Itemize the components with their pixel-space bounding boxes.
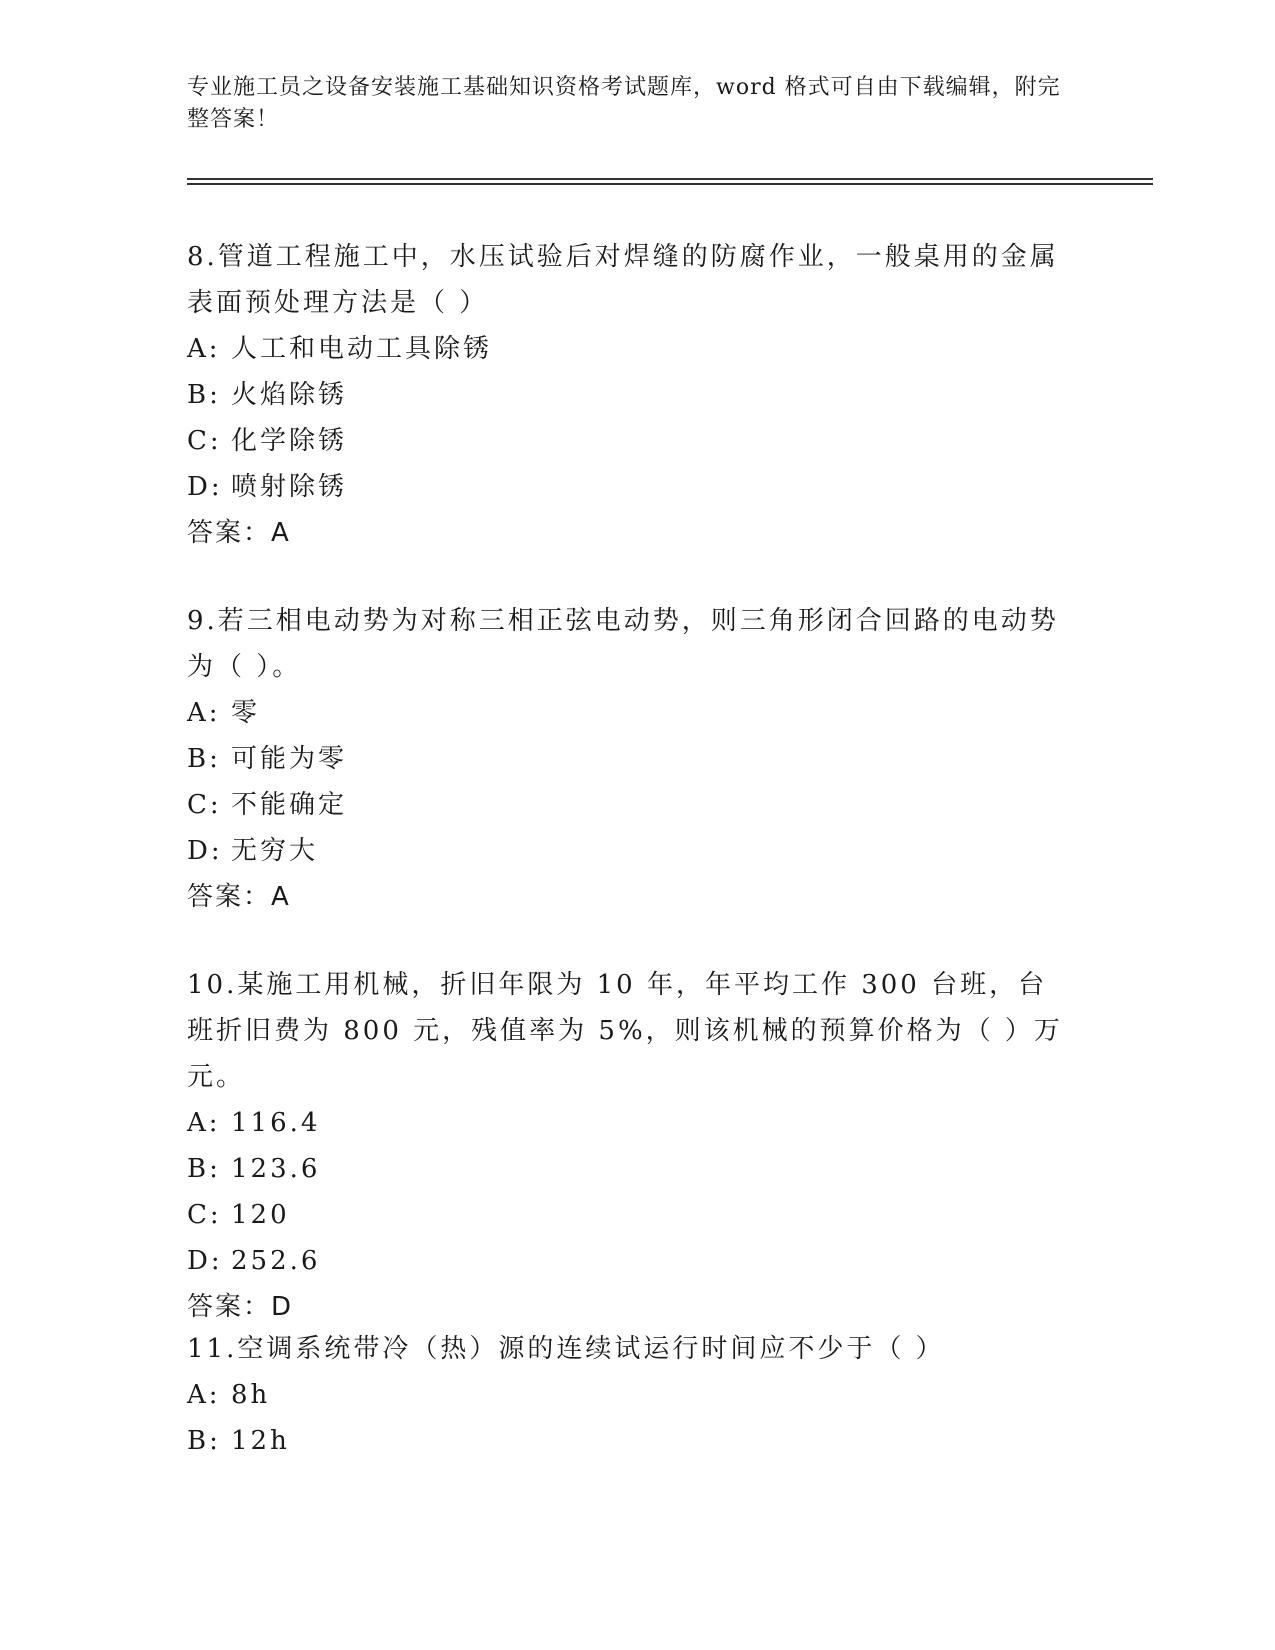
option-text: 喷射除锈 — [231, 472, 348, 502]
option-letter: A: — [187, 698, 221, 728]
option-text: 人工和电动工具除锈 — [231, 334, 493, 364]
question-11 — [187, 1326, 1067, 1464]
option-text: 252.6 — [231, 1246, 321, 1276]
option-text: 12h — [231, 1426, 290, 1456]
option-letter: A: — [187, 1108, 221, 1138]
option-letter: B: — [187, 1154, 221, 1184]
option-text: 可能为零 — [231, 744, 348, 774]
header-divider-bottom — [187, 183, 1153, 185]
option-letter: C: — [187, 426, 222, 456]
answer-line: 答案：A — [187, 518, 291, 548]
option-text: 火焰除锈 — [231, 380, 348, 410]
option-letter: C: — [187, 1200, 222, 1230]
option-text: 无穷大 — [231, 836, 319, 866]
option-text: 120 — [231, 1200, 290, 1230]
option-letter: C: — [187, 790, 222, 820]
option-d — [187, 1238, 1067, 1284]
option-text: 零 — [231, 698, 261, 728]
option-a — [187, 690, 1067, 736]
option-text: 不能确定 — [231, 790, 348, 820]
question-stem: 11.空调系统带冷（热）源的连续试运行时间应不少于（ ） — [187, 1334, 945, 1364]
option-b — [187, 736, 1067, 782]
option-letter: D: — [187, 1246, 223, 1276]
option-c — [187, 418, 1067, 464]
option-c — [187, 1192, 1067, 1238]
question-10 — [187, 962, 1067, 1330]
option-letter: B: — [187, 744, 221, 774]
option-d — [187, 828, 1067, 874]
option-text: 8h — [231, 1380, 271, 1410]
answer-line: 答案：A — [187, 882, 291, 912]
question-stem: 8.管道工程施工中，水压试验后对焊缝的防腐作业，一般桌用的金属表面预处理方法是（ ） — [187, 242, 1059, 318]
answer-line: 答案：D — [187, 1292, 294, 1322]
option-b — [187, 1418, 1067, 1464]
question-stem: 9.若三相电动势为对称三相正弦电动势，则三角形闭合回路的电动势为（ ）。 — [187, 606, 1059, 682]
question-stem: 10.某施工用机械，折旧年限为 10 年，年平均工作 300 台班，台班折旧费为 800 元，残值率为 5%，则该机械的预算价格为（ ）万元。 — [187, 970, 1063, 1092]
option-letter: B: — [187, 1426, 221, 1456]
option-a — [187, 1100, 1067, 1146]
option-letter: A: — [187, 1380, 221, 1410]
option-letter: D: — [187, 836, 223, 866]
option-b — [187, 1146, 1067, 1192]
header-divider-top — [187, 178, 1153, 180]
option-letter: A: — [187, 334, 221, 364]
option-b — [187, 372, 1067, 418]
option-letter: B: — [187, 380, 221, 410]
option-letter: D: — [187, 472, 223, 502]
option-d — [187, 464, 1067, 510]
option-c — [187, 782, 1067, 828]
option-text: 116.4 — [231, 1108, 321, 1138]
option-text: 123.6 — [231, 1154, 321, 1184]
option-text: 化学除锈 — [231, 426, 348, 456]
option-a — [187, 326, 1067, 372]
option-a — [187, 1372, 1067, 1418]
document-header — [187, 72, 1067, 136]
question-8 — [187, 234, 1067, 556]
question-9 — [187, 598, 1067, 920]
header-title: 专业施工员之设备安装施工基础知识资格考试题库，word 格式可自由下载编辑，附完整答案！ — [187, 75, 1061, 132]
